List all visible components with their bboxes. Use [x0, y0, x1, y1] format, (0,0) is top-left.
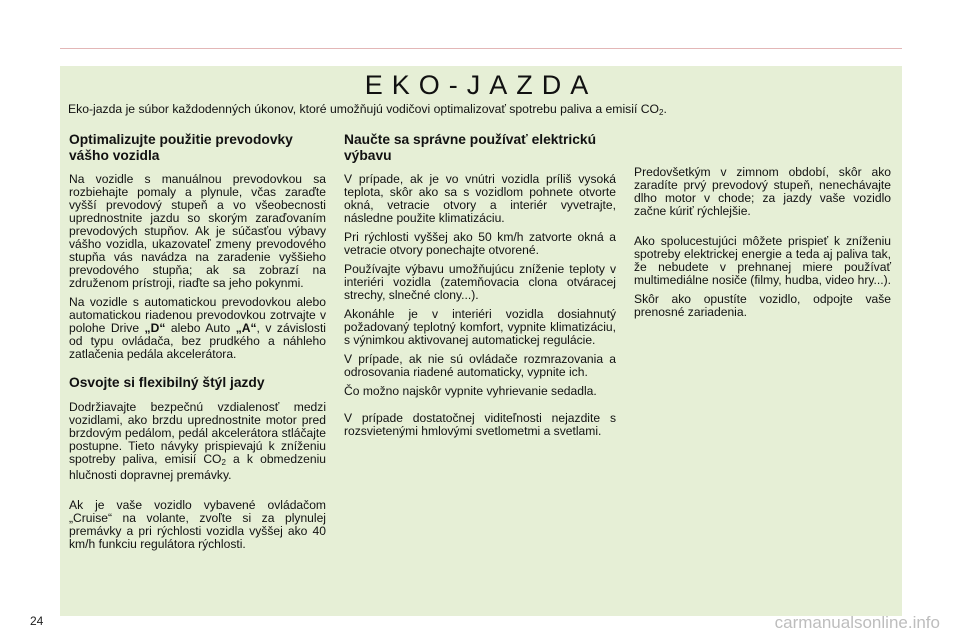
top-divider — [60, 48, 902, 49]
column-middle — [344, 132, 616, 444]
page-title: EKO-JAZDA — [364, 70, 598, 100]
paragraph-air-conditioning: Akonáhle je v interiéri vozidla dosiahnutý požadovaný teplotný komfort, vypnite klimatizáciu, s výnimkou aktivovanej automatickej regulácie. — [344, 307, 616, 347]
page-number: 24 — [30, 614, 44, 628]
watermark: carmanualsonline.info — [774, 613, 940, 632]
heading-electrical-equipment: Naučte sa správne používať elektrickú výbavu — [344, 132, 596, 163]
content-panel — [60, 66, 902, 616]
paragraph-manual-gearbox: Na vozidle s manuálnou prevodovkou sa rozbiehajte pomaly a plynule, včas zaraďte vyšší prevodový stupeň a vo všeobecnosti uprednostnite jazdu so skorým zaraďovaním prevodových stupňov. Ak je súčasťou výbavy vášho vozidla, ukazovateľ zmeny prevodového stupňa vás navádza na zaradenie vyššieho prevodového stupňa; ak sa zobrazí na združenom prístroji, riaďte sa jeho pokynmi. — [69, 172, 326, 290]
paragraph-ventilation: V prípade, ak je vo vnútri vozidla príliš vysoká teplota, skôr ako sa s vozidlom pohnete otvorte okná, vetracie otvory a interiér vyvetrajte, následne použite klimatizáciu. — [344, 172, 616, 225]
paragraph-automatic-gearbox: Na vozidle s automatickou prevodovkou alebo automatickou riadenou prevodovkou zotrvajte v polohe Drive „D“ alebo Auto „A“, v závislosti od typu ovládača, bez prudkého a náhleho zatlačenia pedála akcelerátora. — [69, 295, 326, 361]
paragraph-windows: Pri rýchlosti vyššej ako 50 km/h zatvorte okná a vetracie otvory ponechajte otvorené. — [344, 230, 616, 257]
paragraph-fog-lights: V prípade dostatočnej viditeľnosti nejazdite s rozsvietenými hmlovými svetlometmi a svetlami. — [344, 411, 616, 438]
paragraph-winter: Predovšetkým v zimnom období, skôr ako zaradíte prvý prevodový stupeň, nenechávajte dlho motor v chode; za jazdy vaše vozidlo začne kúriť rýchlejšie. — [634, 165, 891, 218]
paragraph-passenger: Ako spolucestujúci môžete prispieť k zníženiu spotreby elektrickej energie a teda aj paliva tak, že nebudete v prehnanej miere používať multimediálne nosiče (filmy, hudba, video hry...). — [634, 234, 891, 287]
paragraph-seat-heating: Čo možno najskôr vypnite vyhrievanie sedadla. — [344, 384, 597, 398]
paragraph-safe-distance: Dodržiavajte bezpečnú vzdialenosť medzi vozidlami, ako brzdu uprednostnite motor pred brzdovým pedálom, pedál akcelerátora stláčajte postupne. Tieto návyky prispievajú k zníženiu spotreby paliva, emisií $CO_2$ a k obmedzeniu hlučnosti dopravnej premávky. — [69, 399, 326, 482]
heading-driving-style: Osvojte si flexibilný štýl jazdy — [69, 375, 265, 390]
column-right — [634, 166, 891, 325]
intro-text: Eko-jazda je súbor každodenných úkonov, ktoré umožňujú vodičovi optimalizovať spotrebu paliva a emisií $CO_2$. — [68, 102, 667, 117]
column-left — [69, 132, 326, 557]
paragraph-devices: Skôr ako opustíte vozidlo, odpojte vaše prenosné zariadenia. — [634, 292, 891, 319]
paragraph-demisting: V prípade, ak nie sú ovládače rozmrazovania a odrosovania riadené automaticky, vypnite ich. — [344, 352, 616, 379]
paragraph-cruise: Ak je vaše vozidlo vybavené ovládačom „Cruise“ na volante, zvoľte si za plynulej premávky a pri rýchlosti vozidla vyššej ako 40 km/h funkciu regulátora rýchlosti. — [69, 497, 326, 551]
heading-gearbox: Optimalizujte použitie prevodovky vášho vozidla — [69, 132, 293, 163]
paragraph-shades: Používajte výbavu umožňujúcu zníženie teploty v interiéri vozidla (zatemňovacia clona otváracej strechy, slnečné clony...). — [344, 262, 616, 302]
